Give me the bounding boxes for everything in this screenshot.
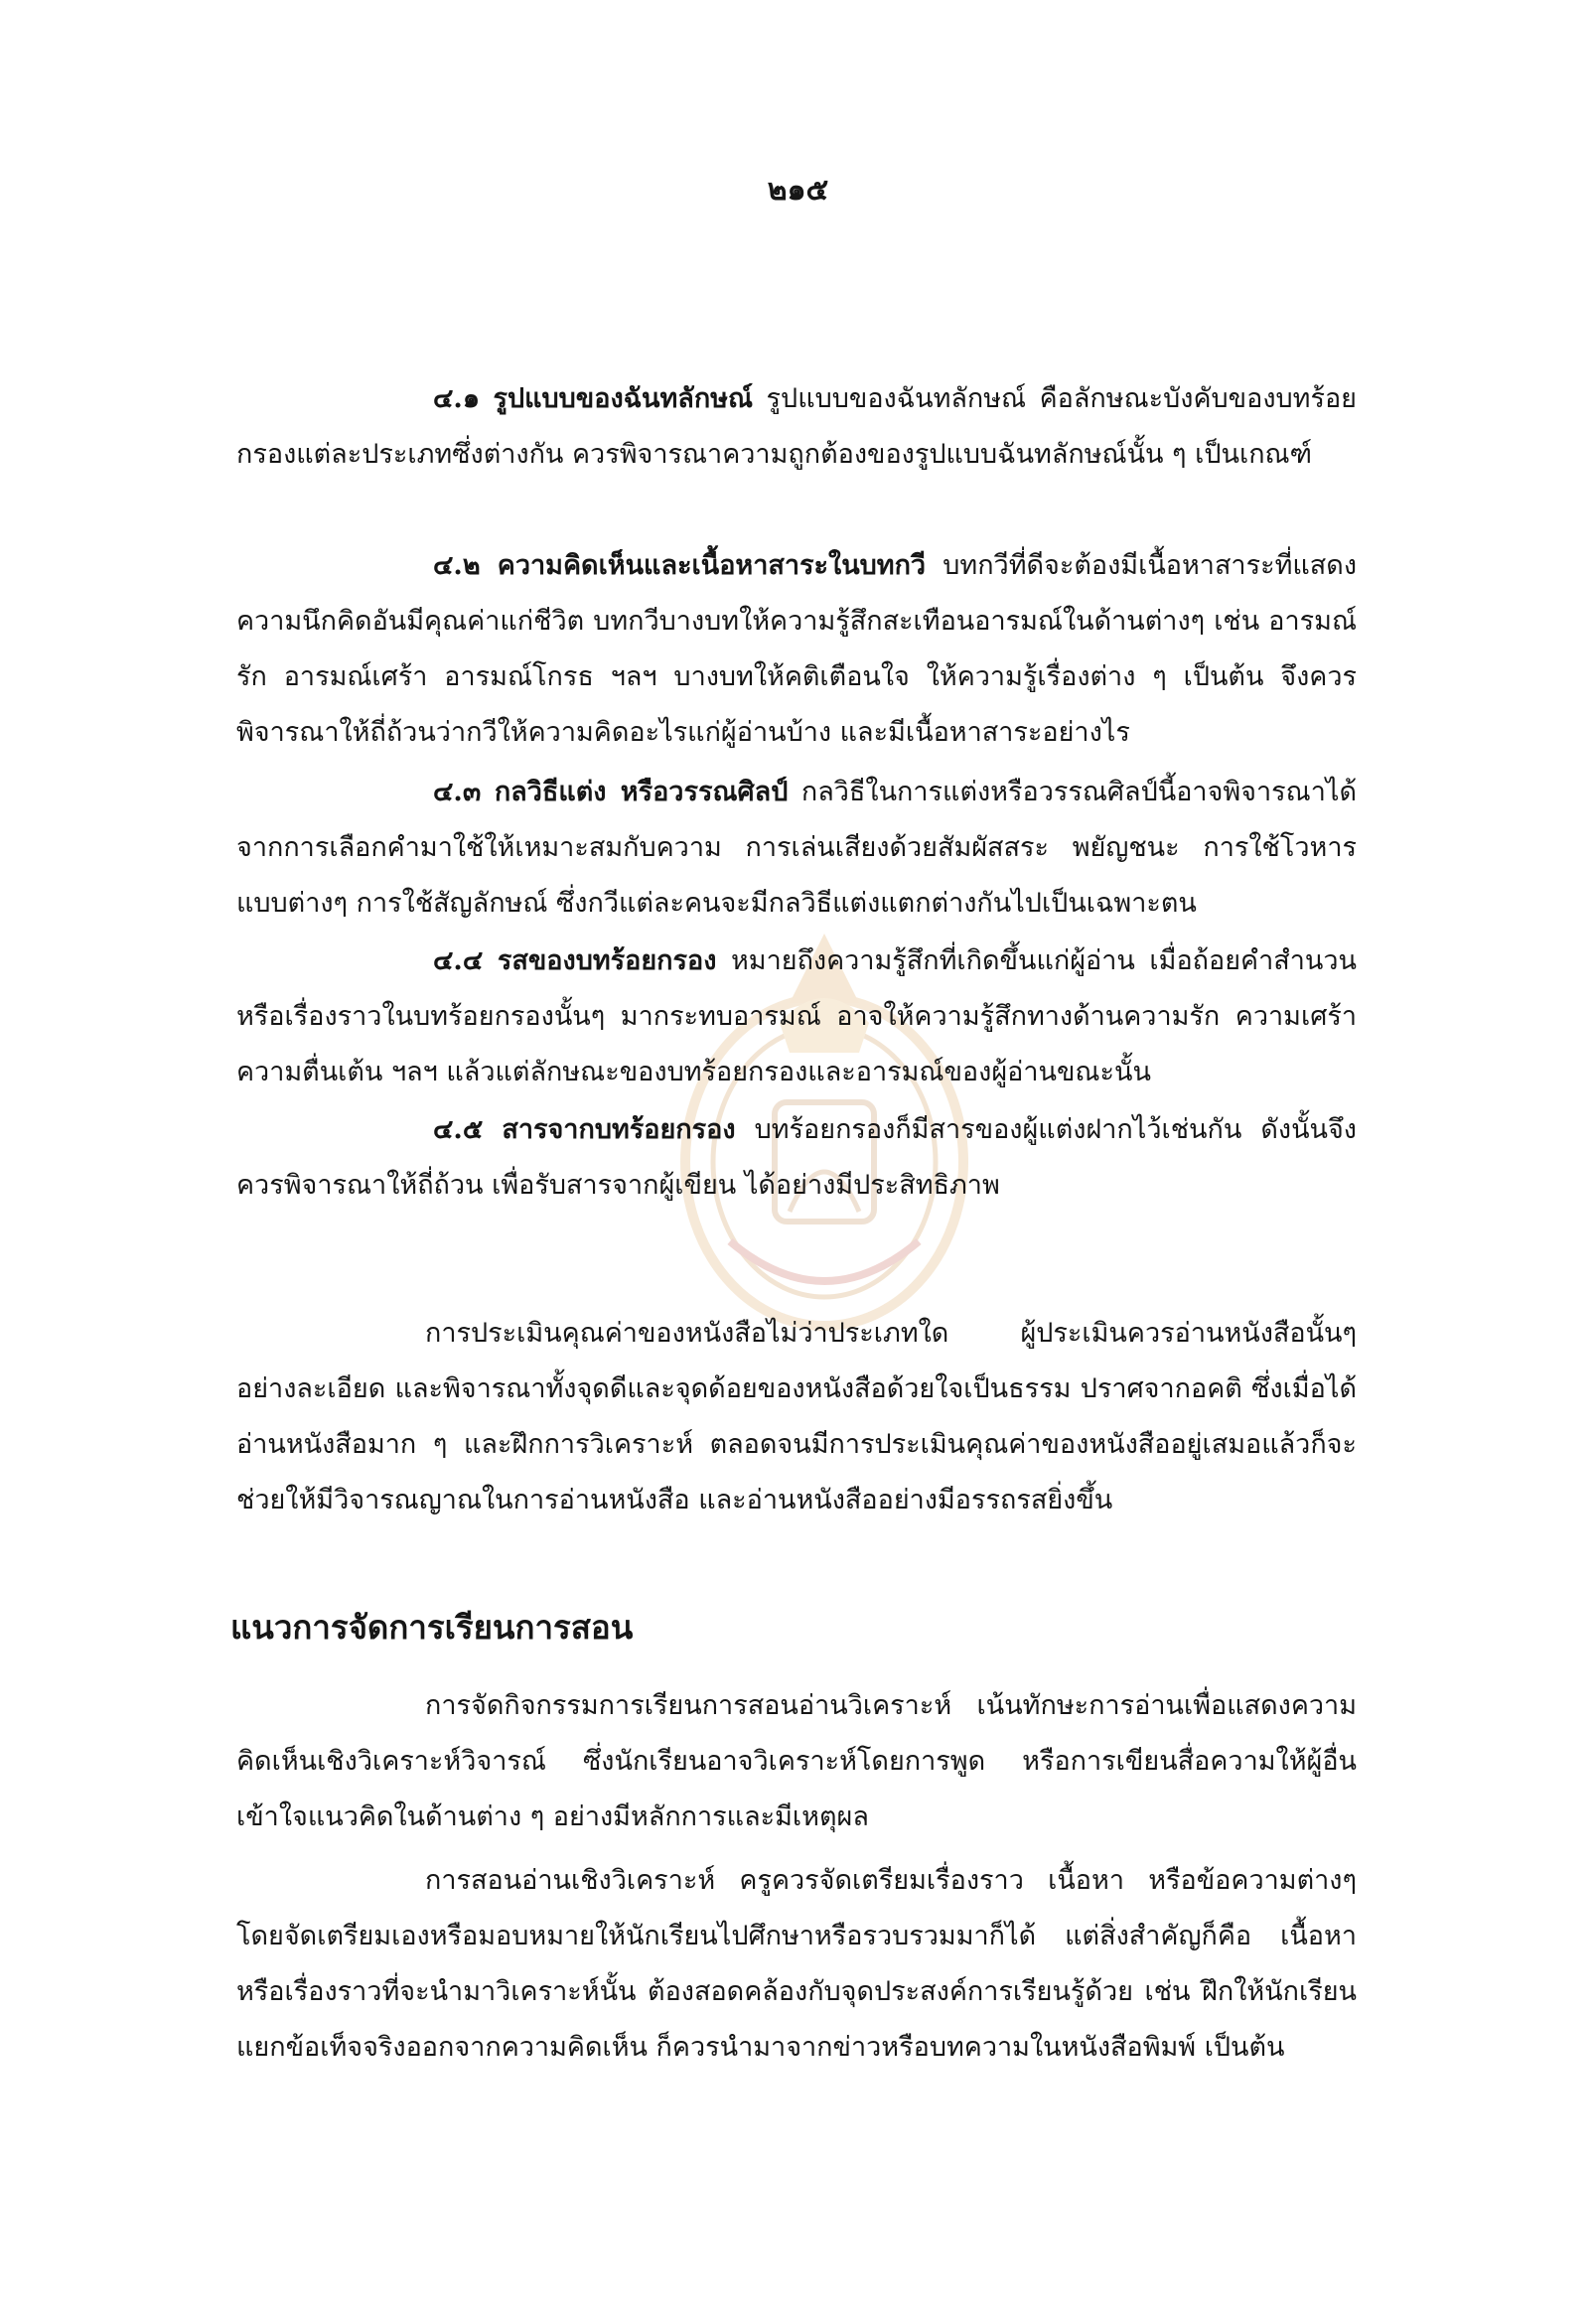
item-4-1-number: ๔.๑ (433, 383, 480, 414)
item-4-1 (236, 371, 1357, 483)
item-4-1-title: รูปแบบของฉันทลักษณ์ (493, 383, 754, 414)
item-4-3-text: กลวิธีในการแต่งหรือวรรณศิลป์นี้อาจพิจารณาได้จากการเลือกคำมาใช้ให้เหมาะสมกับความ การเล่นเสียงด้วยสัมผัสสระ พยัญชนะ การใช้โวหารแบบต่างๆ การใช้สัญลักษณ์ ซึ่งกวีแต่ละคนจะมีกลวิธีแต่งแตกต่างกันไปเป็นเฉพาะตน (236, 777, 1357, 919)
item-4-5 (236, 1102, 1357, 1214)
item-4-4-title: รสของบทร้อยกรอง (497, 945, 717, 976)
item-4-2-title: ความคิดเห็นและเนื้อหาสาระในบทกวี (497, 550, 927, 581)
item-4-2-text: บทกวีที่ดีจะต้องมีเนื้อหาสาระที่แสดงความนึกคิดอันมีคุณค่าแก่ชีวิต บทกวีบางบทให้ความรู้สึกสะเทือนอารมณ์ในด้านต่างๆ เช่น อารมณ์รัก อารมณ์เศร้า อารมณ์โกรธ ฯลฯ บางบทให้คติเตือนใจ ให้ความรู้เรื่องต่าง ๆ เป็นต้น จึงควรพิจารณาให้ถี่ถ้วนว่ากวีให้ความคิดอะไรแก่ผู้อ่านบ้าง และมีเนื้อหาสาระอย่างไร (236, 550, 1357, 748)
teaching-paragraph-1: การจัดกิจกรรมการเรียนการสอนอ่านวิเคราะห์ เน้นทักษะการอ่านเพื่อแสดงความคิดเห็นเชิงวิเคราะห์วิจารณ์ ซึ่งนักเรียนอาจวิเคราะห์โดยการพูด หรือการเขียนสื่อความให้ผู้อื่นเข้าใจแนวคิดในด้านต่าง ๆ อย่างมีหลักการและมีเหตุผล (236, 1690, 1357, 1832)
item-4-2 (236, 538, 1357, 761)
item-4-5-text: บทร้อยกรองก็มีสารของผู้แต่งฝากไว้เช่นกัน ดังนั้นจึงควรพิจารณาให้ถี่ถ้วน เพื่อรับสารจากผู้เขียน ได้อย่างมีประสิทธิภาพ (236, 1114, 1357, 1201)
item-4-4-text: หมายถึงความรู้สึกที่เกิดขึ้นแก่ผู้อ่าน เมื่อถ้อยคำสำนวนหรือเรื่องราวในบทร้อยกรองนั้นๆ มากระทบอารมณ์ อาจให้ความรู้สึกทางด้านความรัก ความเศร้า ความตื่นเต้น ฯลฯ แล้วแต่ลักษณะของบทร้อยกรองและอารมณ์ของผู้อ่านขณะนั้น (236, 945, 1357, 1087)
item-4-3 (236, 765, 1357, 932)
item-4-3-title: กลวิธีแต่ง หรือวรรณศิลป์ (494, 777, 789, 807)
section-heading: แนวการจัดการเรียนการสอน (230, 1608, 634, 1647)
item-4-3-number: ๔.๓ (433, 777, 482, 807)
item-4-5-number: ๔.๕ (433, 1114, 484, 1145)
item-4-5-title: สารจากบทร้อยกรอง (502, 1114, 736, 1145)
item-4-2-number: ๔.๒ (433, 550, 481, 581)
item-4-1-text: รูปแบบของฉันทลักษณ์ คือลักษณะบังคับของบทร้อยกรองแต่ละประเภทซึ่งต่างกัน ควรพิจารณาความถูกต้องของรูปแบบฉันทลักษณ์นั้น ๆ เป็นเกณฑ์ (236, 383, 1357, 470)
item-4-4 (236, 934, 1357, 1100)
item-4-4-number: ๔.๔ (433, 945, 484, 976)
page-number: ๒๑๕ (767, 173, 829, 208)
evaluation-paragraph: การประเมินคุณค่าของหนังสือไม่ว่าประเภทใด ผู้ประเมินควรอ่านหนังสือนั้นๆ อย่างละเอียด และพิจารณาทั้งจุดดีและจุดด้อยของหนังสือด้วยใจเป็นธรรม ปราศจากอคติ ซึ่งเมื่อได้อ่านหนังสือมาก ๆ และฝึกการวิเคราะห์ ตลอดจนมีการประเมินคุณค่าของหนังสืออยู่เสมอแล้วก็จะช่วยให้มีวิจารณญาณในการอ่านหนังสือ และอ่านหนังสืออย่างมีอรรถรสยิ่งขึ้น (236, 1318, 1357, 1515)
teaching-paragraph-2: การสอนอ่านเชิงวิเคราะห์ ครูควรจัดเตรียมเรื่องราว เนื้อหา หรือข้อความต่างๆ โดยจัดเตรียมเองหรือมอบหมายให้นักเรียนไปศึกษาหรือรวบรวมมาก็ได้ แต่สิ่งสำคัญก็คือ เนื้อหาหรือเรื่องราวที่จะนำมาวิเคราะห์นั้น ต้องสอดคล้องกับจุดประสงค์การเรียนรู้ด้วย เช่น ฝึกให้นักเรียนแยกข้อเท็จจริงออกจากความคิดเห็น ก็ควรนำมาจากข่าวหรือบทความในหนังสือพิมพ์ เป็นต้น (236, 1865, 1357, 2063)
